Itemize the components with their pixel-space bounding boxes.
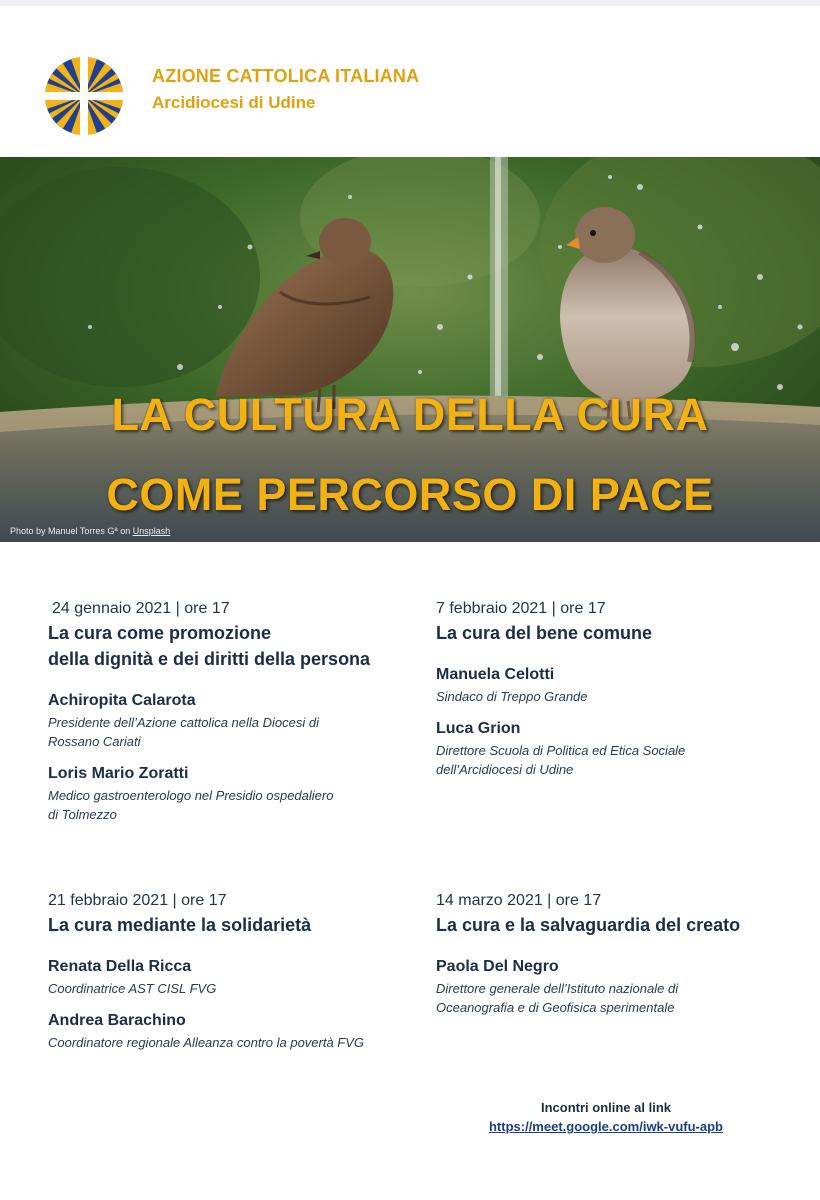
hero-banner — [0, 157, 820, 542]
event-1 — [48, 600, 408, 824]
event-2 — [436, 600, 796, 779]
speaker-name: Renata Della Ricca — [48, 958, 192, 975]
azione-cattolica-logo-icon — [44, 56, 124, 136]
org-name: AZIONE CATTOLICA ITALIANA — [152, 66, 420, 86]
event-3 — [48, 892, 408, 1052]
event-title-line2: della dignità e dei diritti della persona — [48, 649, 371, 669]
speaker-role-line1: Direttore generale dell’Istituto nazionale di — [436, 981, 679, 996]
speaker — [436, 666, 796, 706]
speaker — [436, 958, 806, 1017]
speaker-role: Coordinatore regionale Alleanza contro la povertà FVG — [48, 1035, 365, 1050]
speaker — [48, 1012, 408, 1052]
online-meeting-info — [436, 1100, 776, 1134]
speaker-name: Achiropita Calarota — [48, 692, 196, 709]
photo-credit-link[interactable]: Unsplash — [132, 526, 171, 536]
speaker — [48, 692, 408, 751]
event-date: 7 febbraio 2021 | ore 17 — [436, 600, 606, 617]
speaker-name: Paola Del Negro — [436, 958, 559, 975]
speaker — [48, 765, 408, 824]
speaker-name: Manuela Celotti — [436, 666, 555, 683]
speaker-role-line2: dell’Arcidiocesi di Udine — [436, 762, 574, 777]
event-date: 14 marzo 2021 | ore 17 — [436, 892, 602, 909]
event-title: La cura mediante la solidarietà — [48, 915, 312, 935]
speaker-name: Loris Mario Zoratti — [48, 765, 189, 782]
speaker — [436, 720, 796, 779]
online-meeting-label: Incontri online al link — [540, 1100, 671, 1115]
speaker-role — [436, 979, 806, 1017]
event-date: 21 febbraio 2021 | ore 17 — [48, 892, 227, 909]
top-border — [0, 0, 820, 6]
meeting-link[interactable]: https://meet.google.com/iwk-vufu-apb — [488, 1119, 723, 1134]
event-title: La cura del bene comune — [436, 623, 653, 643]
event-4 — [436, 892, 806, 1017]
event-date: 24 gennaio 2021 | ore 17 — [52, 600, 230, 617]
hero-title-line2: COME PERCORSO DI PACE — [106, 469, 714, 520]
speaker-role — [48, 786, 408, 824]
speaker-role-line2: Oceanografia e di Geofisica sperimentale — [436, 1000, 675, 1015]
speaker-role-line1: Medico gastroenterologo nel Presidio ospedaliero — [48, 788, 334, 803]
org-header — [152, 66, 419, 113]
speaker-role-line2: di Tolmezzo — [48, 807, 117, 822]
speaker — [48, 958, 408, 998]
speaker-name: Andrea Barachino — [48, 1012, 186, 1029]
event-title-line1: La cura come promozione — [48, 623, 272, 643]
speaker-role: Coordinatrice AST CISL FVG — [48, 981, 217, 996]
speaker-role: Sindaco di Treppo Grande — [436, 689, 588, 704]
speaker-name: Luca Grion — [436, 720, 521, 737]
speaker-role — [48, 713, 408, 751]
photo-credit-text: Photo by Manuel Torres Gª on — [10, 526, 133, 536]
hero-title-line1: LA CULTURA DELLA CURA — [111, 389, 709, 440]
speaker-role-line1: Direttore Scuola di Politica ed Etica Sociale — [436, 743, 686, 758]
speaker-role — [436, 741, 796, 779]
photo-credit — [10, 526, 170, 536]
speaker-role-line2: Rossano Cariati — [48, 734, 141, 749]
event-title — [48, 620, 408, 672]
org-subtitle: Arcidiocesi di Udine — [152, 93, 316, 112]
event-title: La cura e la salvaguardia del creato — [436, 915, 741, 935]
speaker-role-line1: Presidente dell’Azione cattolica nella Diocesi di — [48, 715, 319, 730]
